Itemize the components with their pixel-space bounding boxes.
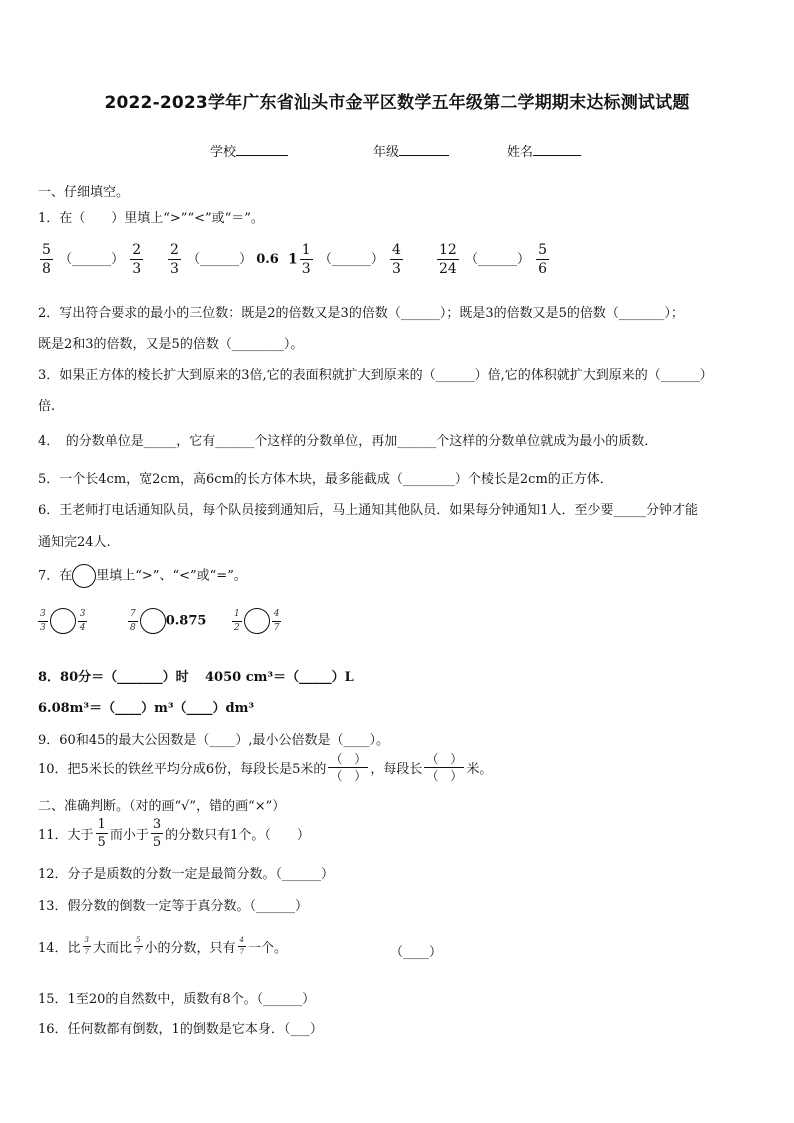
grade-label: 年级	[373, 145, 400, 160]
q7-prefix: 7．在	[38, 568, 73, 584]
fraction-blank[interactable]: $\frac{( )}{( )}$	[426, 752, 463, 783]
question-16: 16．任何数都有倒数，1的倒数是它本身．（___）	[38, 1022, 323, 1037]
question-5: 5．一个长4cm，宽2cm，高6cm的长方体木块，最多能截成（________）个棱长是2cm的正方体．	[38, 472, 613, 487]
whole-number: 1	[288, 251, 298, 268]
fraction: $\frac{1}{3}$	[301, 242, 311, 277]
question-8-line-2: 6.08m³＝（____）m³（____）dm³	[38, 701, 255, 716]
question-8-line-1b: 4050 cm³＝（_____）L	[205, 670, 354, 685]
q1-item-3	[288, 243, 405, 276]
answer-blank[interactable]: （______）	[318, 252, 384, 267]
q14-text-3: 小的分数，只有	[144, 941, 236, 956]
compare-circle[interactable]	[140, 608, 166, 634]
q10-text-1: 10．把5米长的铁丝平均分成6份，每段长是5米的	[38, 762, 327, 777]
fraction: $\frac{3}{4}$	[79, 608, 86, 633]
answer-blank[interactable]: （______）	[59, 252, 125, 267]
fraction-blank[interactable]: $\frac{( )}{( )}$	[330, 752, 367, 783]
question-4: 4． 的分数单位是_____，它有______个这样的分数单位，再加______个这样的分数单位就成为最小的质数．	[38, 434, 658, 449]
answer-blank[interactable]: （______）	[464, 252, 530, 267]
circle-blank-icon	[72, 564, 96, 588]
grade-field[interactable]	[373, 141, 449, 160]
fraction: $\frac{12}{24}$	[439, 242, 457, 277]
section-2-heading: 二、准确判断。（对的画“√”，错的画“×”）	[38, 799, 286, 814]
question-3-line-2: 倍.	[38, 399, 56, 414]
question-1-text: 1．在（ ）里填上“>”“<”或“＝”。	[38, 211, 264, 226]
question-7-text	[38, 564, 247, 588]
question-6-line-2: 通知完24人.	[38, 535, 111, 550]
question-2-line-2: 既是2和3的倍数，又是5的倍数（________）。	[38, 337, 304, 352]
q1-item-1	[38, 243, 145, 276]
question-13: 13．假分数的倒数一定等于真分数。（______）	[38, 899, 309, 914]
q7-item-3	[230, 608, 283, 634]
fraction: $\frac{4}{3}$	[391, 242, 401, 277]
fraction: $\frac{3}{5}$	[152, 817, 162, 850]
page-title: 2022-2023学年广东省汕头市金平区数学五年级第二学期期末达标测试试题	[104, 93, 690, 113]
q14-text-1: 14．比	[38, 941, 81, 956]
school-field[interactable]	[210, 141, 288, 160]
question-10	[38, 753, 492, 782]
decimal-value: 0.6	[256, 252, 279, 267]
fraction: $\frac{1}{2}$	[234, 608, 240, 633]
question-11	[38, 818, 310, 849]
fraction: $\frac{5}{7}$	[136, 936, 141, 956]
q14-text-4: 一个。	[247, 941, 287, 956]
grade-blank[interactable]	[399, 143, 449, 156]
question-15: 15．1至20的自然数中，质数有8个。（______）	[38, 992, 316, 1007]
decimal-value: 0.875	[165, 613, 207, 629]
q10-text-3: 米。	[466, 762, 493, 777]
question-2-line-1: 2．写出符合要求的最小的三位数：既是2的倍数又是3的倍数（______）；既是3的倍数又是5的倍数（_______）；	[38, 306, 684, 321]
fraction: $\frac{1}{5}$	[97, 817, 106, 850]
question-9: 9．60和45的最大公因数是（____）,最小公倍数是（____）。	[38, 733, 389, 748]
q11-text-2: 而小于	[109, 828, 149, 843]
compare-circle[interactable]	[50, 608, 76, 634]
q7-item-2	[126, 608, 206, 634]
school-label: 学校	[210, 145, 237, 160]
question-8-line-1a: 8．80分＝（_______）时	[38, 670, 189, 685]
name-blank[interactable]	[533, 143, 581, 156]
fraction: $\frac{3}{7}$	[84, 936, 90, 956]
question-12: 12．分子是质数的分数一定是最简分数。（______）	[38, 867, 335, 882]
q7-suffix: 里填上“>”、“<”或“=”。	[96, 568, 247, 584]
compare-circle[interactable]	[244, 608, 270, 634]
fraction: $\frac{3}{3}$	[40, 608, 46, 633]
q14-text-2: 大而比	[93, 941, 133, 956]
q11-text-1: 11．大于	[38, 828, 94, 843]
fraction: $\frac{7}{8}$	[130, 608, 136, 633]
fraction: $\frac{4}{7}$	[239, 936, 244, 956]
q1-item-4	[435, 243, 551, 276]
question-3-line-1: 3．如果正方体的棱长扩大到原来的3倍,它的表面积就扩大到原来的（______）倍,它的体积就扩大到原来的（______）	[38, 368, 713, 383]
q14-answer-blank[interactable]: （____）	[390, 945, 443, 960]
question-14	[38, 937, 287, 956]
fraction: $\frac{5}{6}$	[538, 242, 548, 277]
fraction: $\frac{2}{3}$	[170, 242, 179, 277]
name-field[interactable]	[507, 141, 581, 160]
school-blank[interactable]	[236, 143, 288, 156]
fraction: $\frac{4}{7}$	[273, 608, 280, 633]
name-label: 姓名	[507, 145, 534, 160]
q10-text-2: ，每段长	[370, 762, 423, 777]
fraction: $\frac{2}{3}$	[132, 242, 142, 277]
section-1-heading: 一、仔细填空。	[38, 185, 130, 200]
q7-item-1	[36, 608, 89, 634]
q11-text-3: 的分数只有1个。（ ）	[165, 828, 310, 843]
question-6-line-1: 6．王老师打电话通知队员，每个队员接到通知后，马上通知其他队员．如果每分钟通知1人．至少要_____分钟才能	[38, 503, 699, 518]
fraction: $\frac{5}{8}$	[42, 242, 51, 277]
answer-blank[interactable]: （______）	[187, 252, 253, 267]
q1-item-2	[166, 243, 279, 276]
